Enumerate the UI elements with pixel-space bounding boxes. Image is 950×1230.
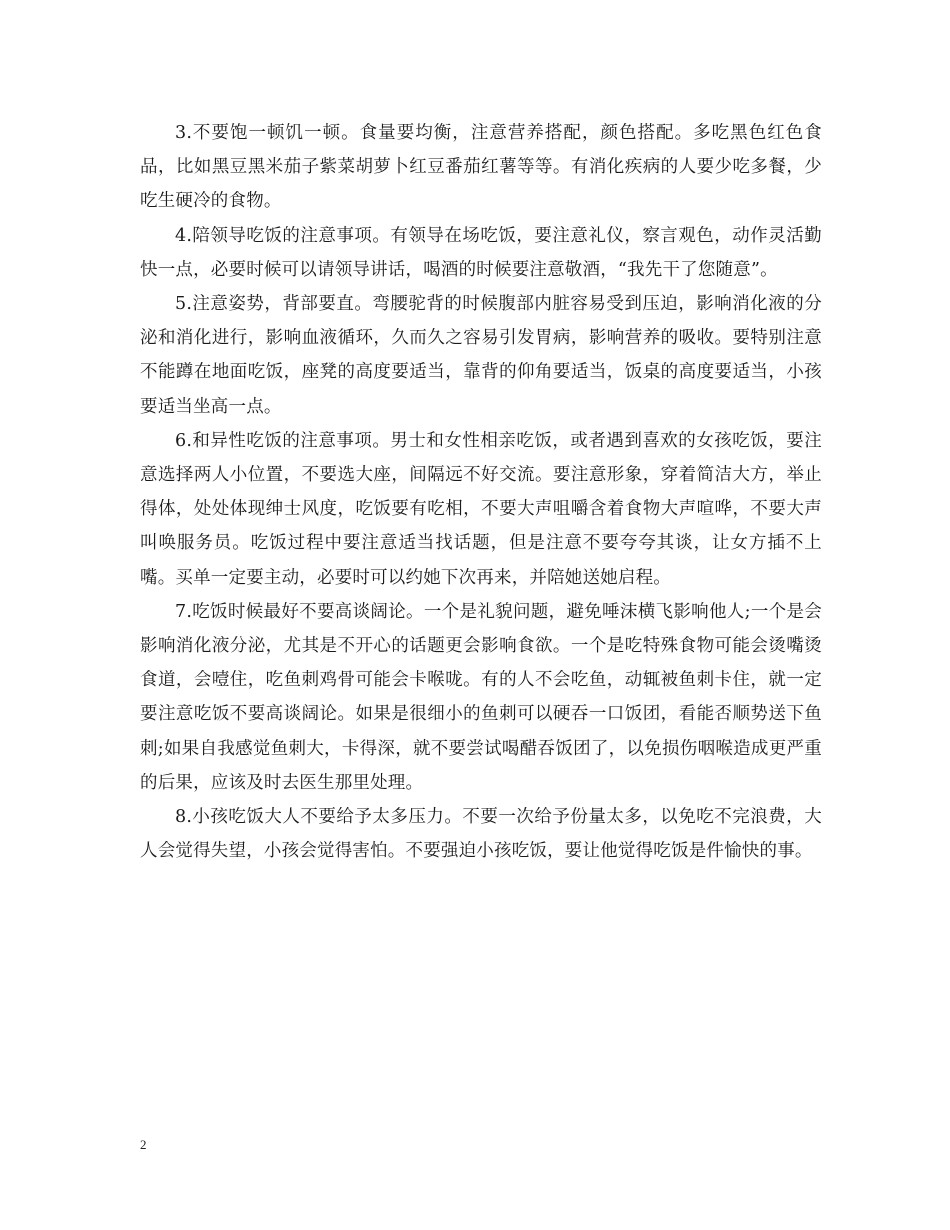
paragraph-3: 3.不要饱一顿饥一顿。食量要均衡，注意营养搭配，颜色搭配。多吃黑色红色食品，比如黑豆黑米茄子紫菜胡萝卜红豆番茄红薯等等。有消化疾病的人要少吃多餐，少吃生硬冷的食物。	[140, 123, 822, 212]
paragraph-8: 8.小孩吃饭大人不要给予太多压力。不要一次给予份量太多，以免吃不完浪费，大人会觉得失望，小孩会觉得害怕。不要强迫小孩吃饭，要让他觉得吃饭是件愉快的事。	[140, 807, 822, 862]
page-number: 2	[140, 1137, 147, 1152]
paragraph-5: 5.注意姿势，背部要直。弯腰驼背的时候腹部内脏容易受到压迫，影响消化液的分泌和消化进行，影响血液循环，久而久之容易引发胃病，影响营养的吸收。要特别注意不能蹲在地面吃饭，座凳的高度要适当，靠背的仰角要适当，饭桌的高度要适当，小孩要适当坐高一点。	[140, 294, 822, 417]
paragraph-7: 7.吃饭时候最好不要高谈阔论。一个是礼貌问题，避免唾沫横飞影响他人;一个是会影响消化液分泌，尤其是不开心的话题更会影响食欲。一个是吃特殊食物可能会烫嘴烫食道，会噎住，吃鱼刺鸡骨可能会卡喉咙。有的人不会吃鱼，动辄被鱼刺卡住，就一定要注意吃饭不要高谈阔论。如果是很细小的鱼刺可以硬吞一口饭团，看能否顺势送下鱼刺;如果自我感觉鱼刺大，卡得深，就不要尝试喝醋吞饭团了，以免损伤咽喉造成更严重的后果，应该及时去医生那里处理。	[140, 601, 822, 793]
paragraph-6: 6.和异性吃饭的注意事项。男士和女性相亲吃饭，或者遇到喜欢的女孩吃饭，要注意选择两人小位置，不要选大座，间隔远不好交流。要注意形象，穿着简洁大方，举止得体，处处体现绅士风度，吃饭要有吃相，不要大声咀嚼含着食物大声喧哗，不要大声叫唤服务员。吃饭过程中要注意适当找话题，但是注意不要夸夸其谈，让女方插不上嘴。买单一定要主动，必要时可以约她下次再来，并陪她送她启程。	[140, 430, 822, 588]
paragraph-4: 4.陪领导吃饭的注意事项。有领导在场吃饭，要注意礼仪，察言观色，动作灵活勤快一点，必要时候可以请领导讲话，喝酒的时候要注意敬酒，“我先干了您随意”。	[140, 225, 822, 280]
body-text	[140, 116, 822, 868]
